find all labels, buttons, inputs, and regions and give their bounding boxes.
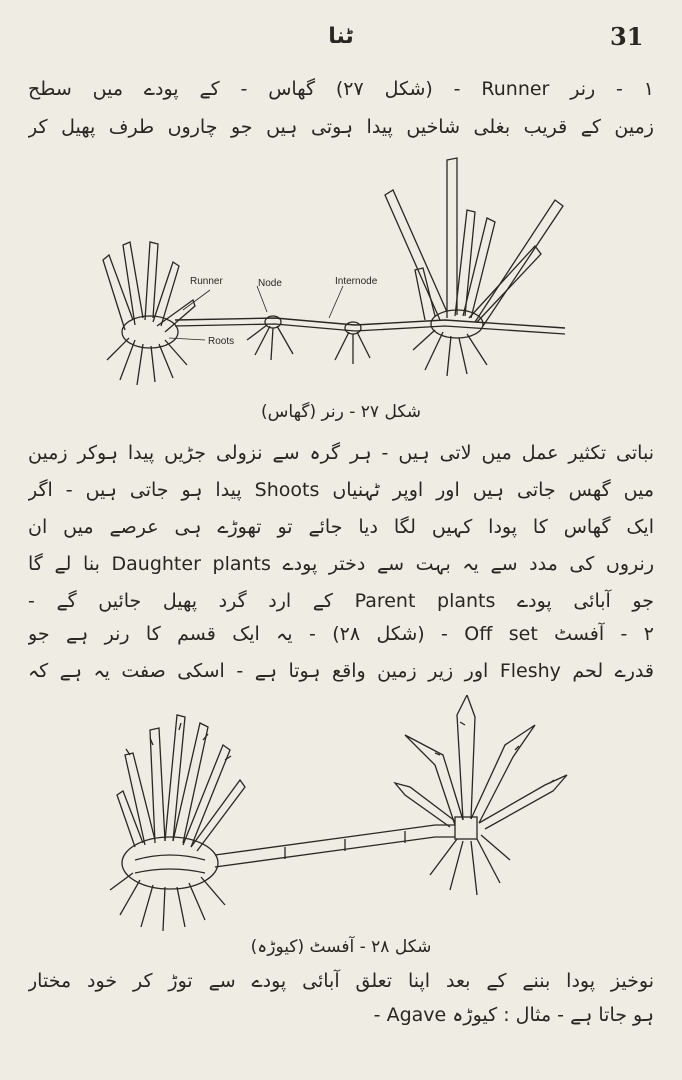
runner-figure — [95, 150, 585, 390]
node-1 — [247, 316, 293, 360]
paragraph2-line-5: جو آبائی پودے Parent plants کے ارد گرد پھیل جائیں گے - — [28, 590, 654, 612]
paragraph3-line-2: ہو جاتا ہے - مثال : کیوڑہ Agave - — [373, 1004, 654, 1026]
offset-daughter-plant — [395, 695, 567, 895]
paragraph2-line-2: میں گھس جاتی ہیں اور اوپر ٹہنیاں Shoots پیدا ہو جاتی ہیں - اگر — [28, 479, 654, 501]
running-header: ٹنا — [328, 24, 354, 49]
page-number: 31 — [610, 22, 644, 51]
label-roots: Roots — [208, 336, 235, 347]
figure1-caption: شکل ۲۷ - رنر (گھاس) — [261, 402, 421, 422]
label-runner: Runner — [190, 276, 223, 287]
parent-plant-offset — [110, 715, 245, 931]
label-node: Node — [258, 278, 282, 289]
runner-stem — [175, 318, 565, 328]
parent-plant-left — [103, 242, 195, 385]
paragraph3-line-1: نوخیز پودا بننے کے بعد اپنا تعلق آبائی پودے سے توڑ کر خود مختار — [28, 970, 654, 992]
paragraph2-line-4: رنروں کی مدد سے یہ بہت سے دختر پودے Daughter plants بنا لے گا — [28, 553, 654, 575]
label-internode: Internode — [335, 276, 378, 287]
section1-line-1: ۱ - رنر Runner - (شکل ۲۷) گھاس - کے پودے میں سطح — [28, 78, 654, 100]
paragraph2-line-3: ایک گھاس کا پودا کہیں لگا دیا جائے تو تھوڑے ہی عرصے میں ان — [28, 516, 654, 538]
figure2-caption: شکل ۲۸ - آفسٹ (کیوڑہ) — [250, 937, 432, 957]
daughter-plant-right — [385, 158, 563, 376]
paragraph2-line-1: نباتی تکثیر عمل میں لاتی ہیں - ہر گرہ سے نزولی جڑیں پیدا ہوکر زمین — [28, 442, 654, 464]
node-2 — [335, 322, 370, 364]
offset-figure — [105, 695, 580, 935]
section2-line-2: قدرے لحم Fleshy اور زیر زمین واقع ہوتا ہے - اسکی صفت یہ ہے کہ — [28, 660, 654, 682]
section2-line-1: ۲ - آفسٹ Off set - (شکل ۲۸) - یہ ایک قسم کا رنر ہے جو — [28, 623, 654, 645]
section1-line-2: زمین کے قریب بغلی شاخیں پیدا ہوتی ہیں جو چاروں طرف پھیل کر — [28, 116, 654, 138]
